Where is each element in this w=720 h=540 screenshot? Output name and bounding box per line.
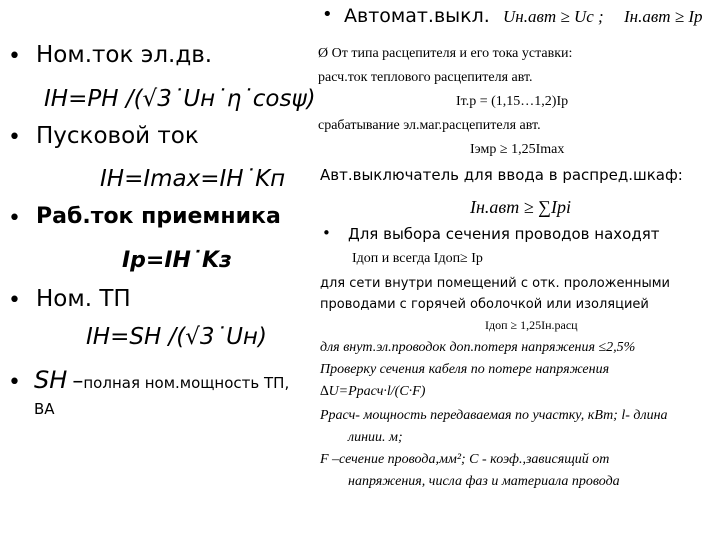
bullet-nom-tp: Ном. ТП xyxy=(36,286,131,312)
breaker-voltage-formula: Uн.авт ≥ Uс ; xyxy=(503,7,604,26)
bullet-1: • xyxy=(8,44,21,69)
formula-tp-current: IН=SН /(√3˙Uн) xyxy=(86,324,267,350)
voltage-loss-formula: ∆U=Pрасч·l/(C·F) xyxy=(320,384,426,399)
electromagnetic-release-formula: Iэмр ≥ 1,25Imax xyxy=(470,142,565,157)
wire-section-coefficient-line: F –сечение провода,мм²; С - коэф.,зависящий от xyxy=(320,452,610,467)
voltage-loss-limit-line: для внут.эл.проводок доп.потеря напряжения ≤2,5% xyxy=(320,340,636,355)
bullet-2: • xyxy=(8,125,21,150)
distribution-cabinet-line: Авт.выключатель для ввода в распред.шкаф: xyxy=(320,166,683,184)
bullet-breaker: • xyxy=(322,4,333,25)
permissible-current-formula: Iдоп ≥ 1,25Iн.расц xyxy=(485,318,578,332)
symbol-sn: SН xyxy=(34,366,68,394)
power-per-section-line: Pрасч- мощность передаваемая по участку, кВт; l- длина xyxy=(320,408,668,423)
wire-section-line: Для выбора сечения проводов находят xyxy=(348,225,660,243)
trip-setting-line: Ø От типа расцепителя и его тока уставки: xyxy=(318,46,573,61)
bullet-full-power xyxy=(34,366,289,394)
coefficient-dependency-line: напряжения, числа фаз и материала провода xyxy=(348,474,620,489)
formula-starting-current: IН=Imax=IН˙Kп xyxy=(100,166,286,192)
bullet-starting-current: Пусковой ток xyxy=(36,123,199,149)
bullet-4: • xyxy=(8,288,21,313)
line-length-unit: линии. м; xyxy=(348,430,403,445)
breaker-current-formula: Iн.авт ≥ Iр xyxy=(624,7,703,26)
bullet-nom-current-motor: Ном.ток эл.дв. xyxy=(36,42,213,68)
thermal-release-line: расч.ток теплового расцепителя авт. xyxy=(318,70,533,85)
dash: – xyxy=(72,369,84,394)
electromagnetic-release-line: срабатывание эл.маг.расцепителя авт. xyxy=(318,118,541,133)
bullet-working-current: Раб.ток приемника xyxy=(36,204,281,229)
cable-check-line: Проверку сечения кабеля по потере напряжения xyxy=(320,362,610,377)
hot-sheath-line: проводами с горячей оболочкой или изоляцией xyxy=(320,297,649,312)
distribution-cabinet-formula: Iн.авт ≥ ∑Ipi xyxy=(470,197,571,217)
formula-nominal-current: IН=PН /(√3˙Uн˙η˙cosψ) xyxy=(44,86,316,112)
indoor-network-line: для сети внутри помещений с отк. проложенными xyxy=(320,276,670,291)
bullet-wire-section: • xyxy=(322,224,331,242)
unit-va: ВА xyxy=(34,400,55,418)
formula-working-current: Iр=IН˙Kз xyxy=(122,248,232,273)
bullet-5: • xyxy=(8,370,21,395)
thermal-release-formula: Iт.р = (1,15…1,2)Iр xyxy=(456,94,569,109)
bullet-3: • xyxy=(8,206,21,231)
power-description: полная ном.мощность ТП, xyxy=(83,374,290,392)
permissible-current-line: Iдоп и всегда Iдоп≥ Iр xyxy=(352,251,483,266)
breaker-label: Автомат.выкл. xyxy=(344,5,490,27)
